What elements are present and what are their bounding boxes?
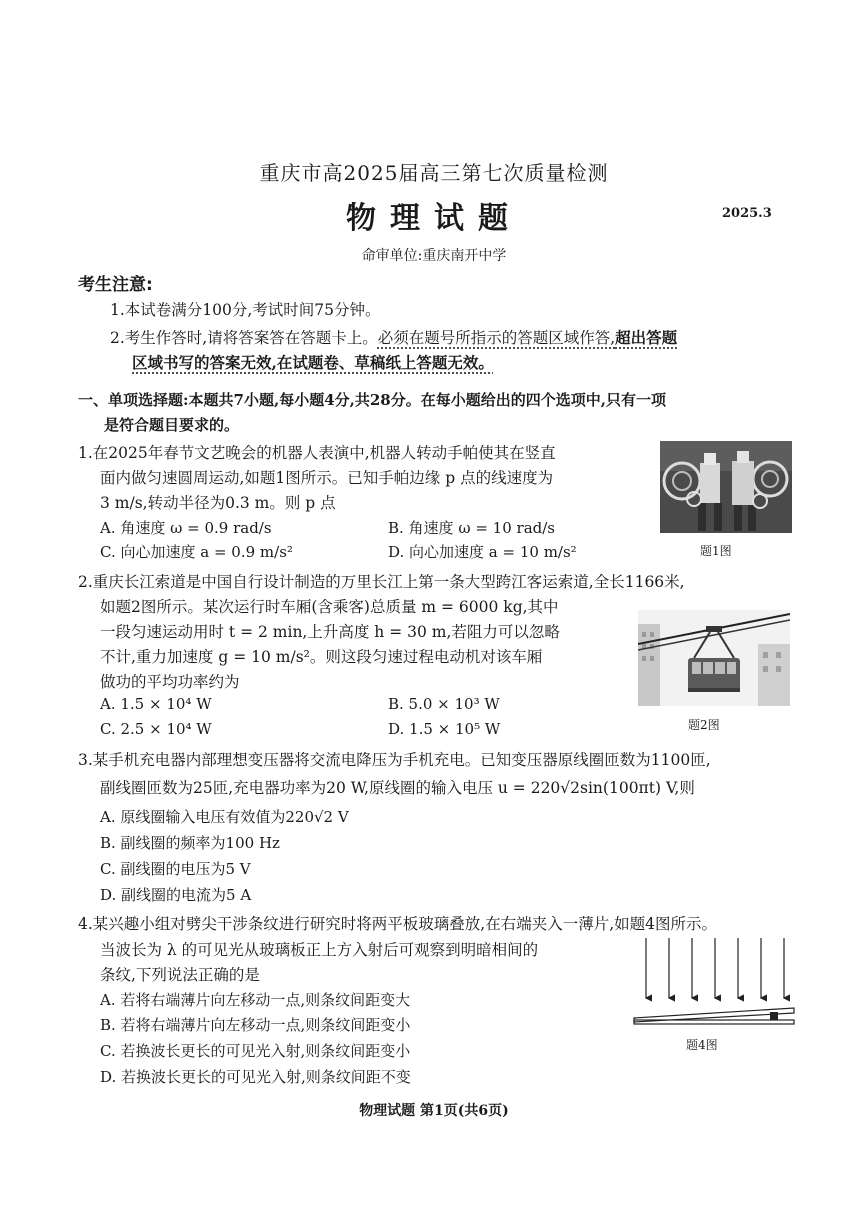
q4-option-d: D. 若换波长更长的可见光入射,则条纹间距不变 [100, 1068, 411, 1086]
section-1-line-1: 一、单项选择题:本题共7小题,每小题4分,共28分。在每小题给出的四个选项中,只有一项 [78, 391, 666, 409]
exam-author: 命审单位:重庆南开中学 [361, 248, 507, 264]
q2-option-d: D. 1.5 × 10⁵ W [388, 720, 501, 738]
q3-option-c: C. 副线圈的电压为5 V [100, 860, 251, 878]
q2-option-c: C. 2.5 × 10⁴ W [100, 720, 212, 738]
figure-1-robot-photo [660, 441, 792, 533]
notice-item-1: 1.本试卷满分100分,考试时间75分钟。 [110, 301, 381, 319]
q3-option-d: D. 副线圈的电流为5 A [100, 886, 252, 904]
q3-option-b: B. 副线圈的频率为100 Hz [100, 834, 280, 852]
exam-supertitle: 重庆市高2025届高三第七次质量检测 [259, 161, 609, 185]
wedge-interference-illustration [630, 934, 798, 1028]
cable-car-illustration [638, 610, 790, 706]
robot-photo-illustration [660, 441, 792, 533]
figure-2-cable-car [638, 610, 790, 706]
q2-stem-line-3: 一段匀速运动用时 t = 2 min,上升高度 h = 30 m,若阻力可以忽略 [100, 623, 560, 641]
q1-option-d: D. 向心加速度 a = 10 m/s² [388, 543, 577, 561]
q2-stem-line-4: 不计,重力加速度 g = 10 m/s²。则这段匀速过程电动机对该车厢 [100, 648, 543, 666]
notice-item-2-part-b: 必须在题号所指示的答题区域作答, [377, 329, 616, 347]
notice-item-2 [110, 326, 677, 348]
notice-heading: 考生注意: [78, 275, 153, 295]
q4-option-b: B. 若将右端薄片向左移动一点,则条纹间距变小 [100, 1016, 411, 1034]
q1-stem-line-1: 1.在2025年春节文艺晚会的机器人表演中,机器人转动手帕使其在竖直 [78, 444, 556, 462]
q2-stem-line-1: 2.重庆长江索道是中国自行设计制造的万里长江上第一条大型跨江客运索道,全长1166米, [78, 573, 685, 591]
q1-stem-line-3: 3 m/s,转动半径为0.3 m。则 p 点 [100, 494, 336, 512]
q1-option-b: B. 角速度 ω = 10 rad/s [388, 519, 555, 537]
q1-option-a: A. 角速度 ω = 0.9 rad/s [100, 519, 272, 537]
notice-item-2-part-c: 超出答题 [615, 328, 678, 347]
notice-item-2-part-a: 2.考生作答时,请将答案答在答题卡上。 [110, 329, 378, 347]
q2-stem-line-2: 如题2图所示。某次运行时车厢(含乘客)总质量 m = 6000 kg,其中 [100, 598, 559, 616]
q4-stem-line-3: 条纹,下列说法正确的是 [100, 966, 260, 984]
exam-title: 物理试题 [346, 201, 522, 236]
q1-stem-line-2: 面内做匀速圆周运动,如题1图所示。已知手帕边缘 p 点的线速度为 [100, 469, 554, 487]
q2-stem-line-5: 做功的平均功率约为 [100, 673, 240, 691]
notice-item-2-part-d: 区域书写的答案无效,在试题卷、草稿纸上答题无效。 [132, 353, 494, 372]
q4-option-a: A. 若将右端薄片向左移动一点,则条纹间距变大 [100, 991, 411, 1009]
q1-option-c: C. 向心加速度 a = 0.9 m/s² [100, 543, 293, 561]
q4-option-c: C. 若换波长更长的可见光入射,则条纹间距变小 [100, 1042, 411, 1060]
exam-date: 2025.3 [722, 206, 772, 221]
q4-stem-line-2: 当波长为 λ 的可见光从玻璃板正上方入射后可观察到明暗相间的 [100, 941, 539, 959]
figure-4-caption: 题4图 [686, 1038, 718, 1052]
q3-option-a: A. 原线圈输入电压有效值为220√2 V [100, 808, 349, 826]
figure-1-caption: 题1图 [700, 544, 732, 558]
page-footer: 物理试题 第1页(共6页) [359, 1103, 509, 1119]
q3-stem-line-2: 副线圈匝数为25匝,充电器功率为20 W,原线圈的输入电压 u = 220√2sin(100πt) V,则 [100, 779, 695, 797]
q4-stem-line-1: 4.某兴趣小组对劈尖干涉条纹进行研究时将两平板玻璃叠放,在右端夹入一薄片,如题4图所示。 [78, 915, 718, 933]
q2-option-a: A. 1.5 × 10⁴ W [100, 695, 212, 713]
section-1-line-2: 是符合题目要求的。 [104, 416, 240, 434]
q2-option-b: B. 5.0 × 10³ W [388, 695, 500, 713]
figure-2-caption: 题2图 [688, 718, 720, 732]
q3-stem-line-1: 3.某手机充电器内部理想变压器将交流电降压为手机充电。已知变压器原线圈匝数为1100匝, [78, 751, 711, 769]
figure-4-wedge-interference [630, 934, 798, 1028]
